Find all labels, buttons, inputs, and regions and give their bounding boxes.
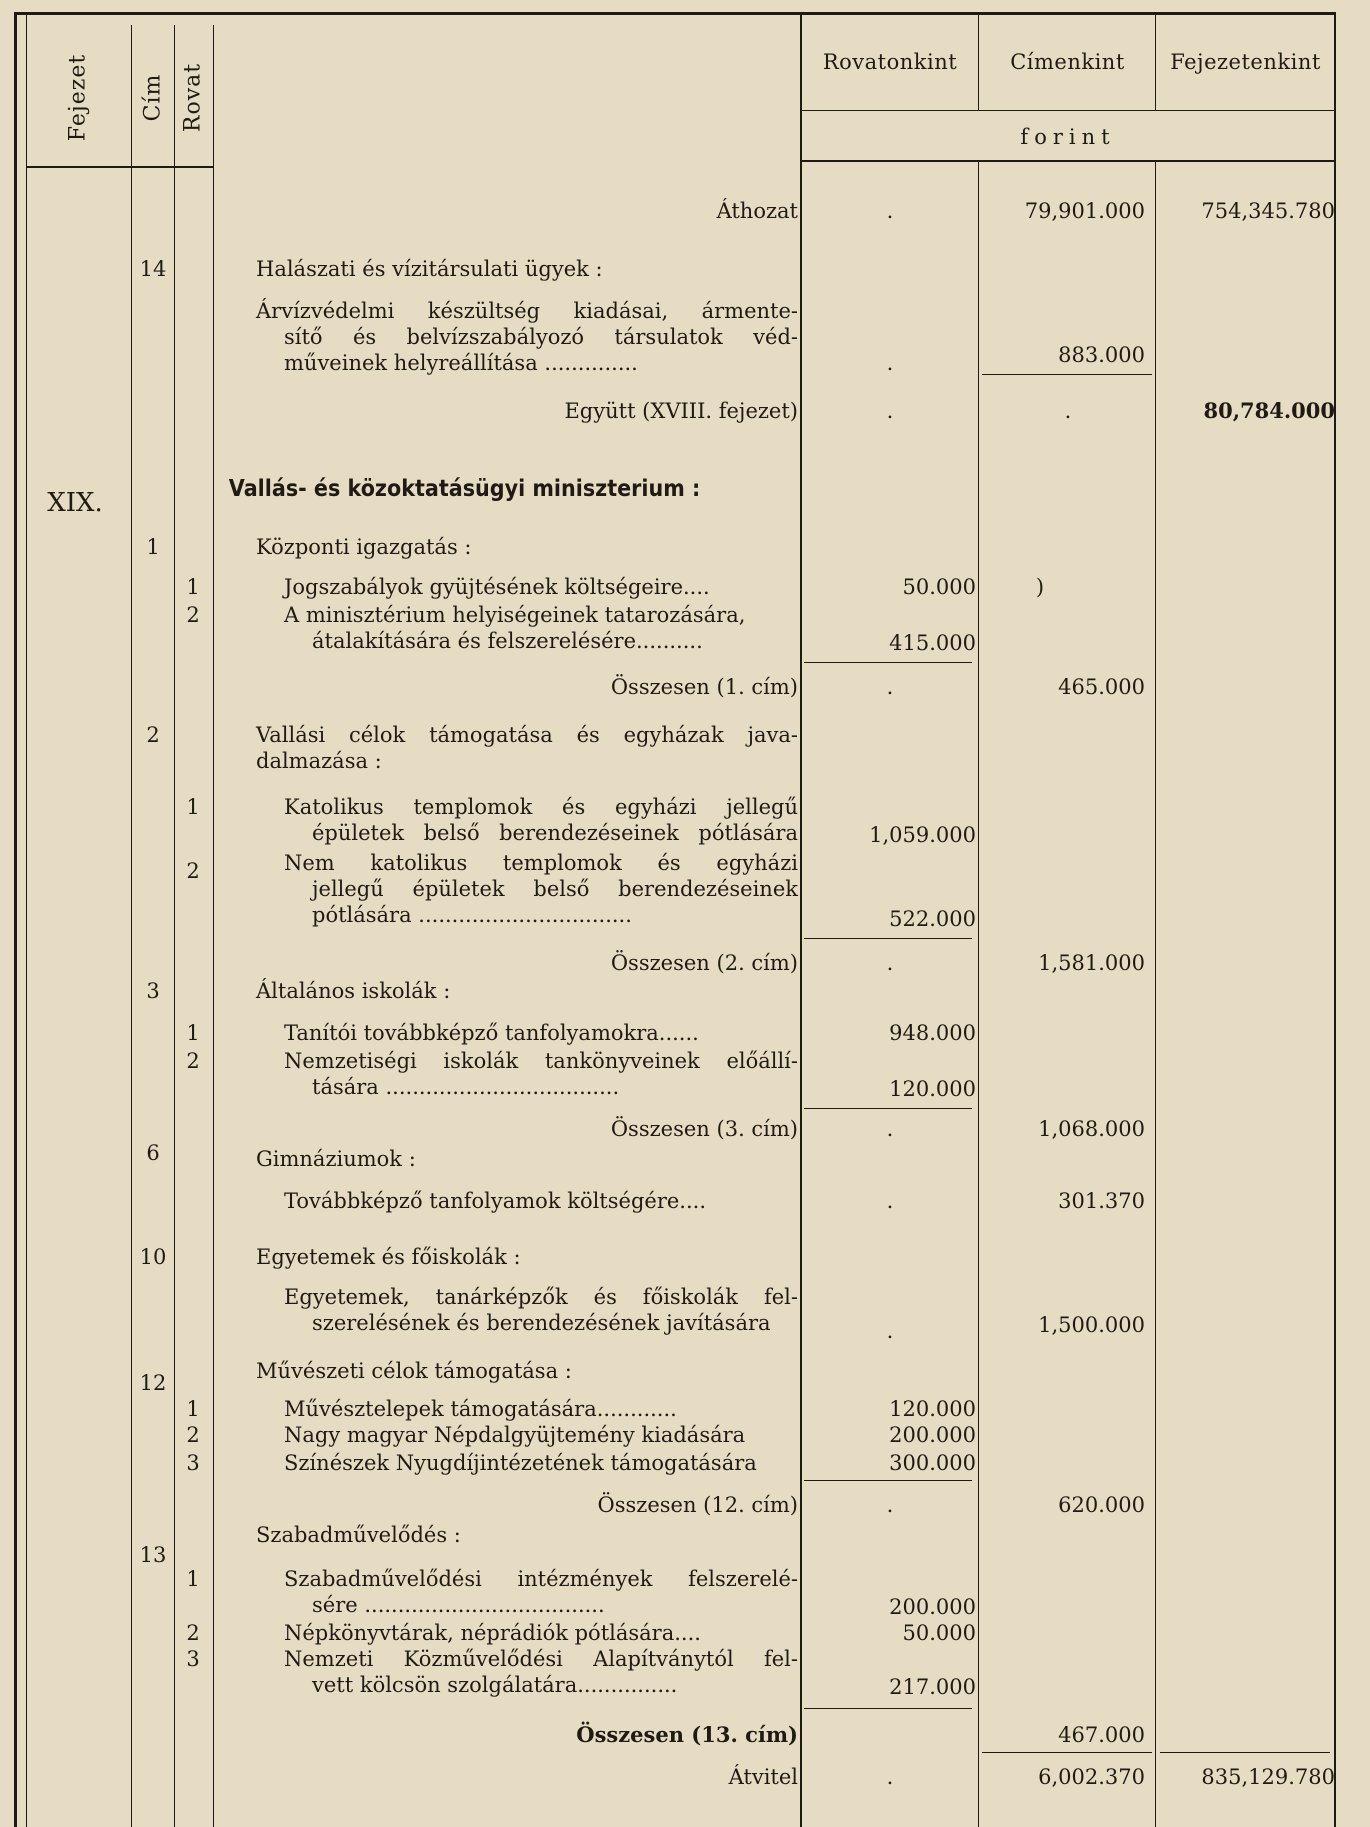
sum-cim: 1,068.000	[1038, 1117, 1145, 1141]
rovat-number: 1	[186, 1021, 200, 1045]
item-line: Katolikus templomok és egyházi jellegű	[284, 795, 798, 819]
cim-number: 6	[146, 1141, 160, 1165]
item-rov: 415.000	[889, 631, 976, 655]
atvitel-rov: .	[886, 1765, 894, 1789]
header-cim: Cím	[140, 73, 166, 122]
sum-label: Összesen (1. cím)	[610, 675, 798, 699]
rovat-number: 3	[186, 1451, 200, 1475]
cim-title: Szabadművelődés :	[256, 1523, 461, 1547]
rovat-number: 1	[186, 575, 200, 599]
rovat-number: 2	[186, 603, 200, 627]
header-rovatonkint: Rovatonkint	[822, 50, 958, 74]
item-label: Továbbképző tanfolyamok költségére....	[284, 1189, 706, 1213]
item-rov: 120.000	[889, 1397, 976, 1421]
item-cim-mark: )	[1035, 575, 1045, 599]
sum-rule	[982, 374, 1152, 375]
forint-top-rule	[800, 110, 1336, 111]
chapter-title: Vallás- és közoktatásügyi miniszterium :	[228, 476, 701, 502]
egyutt-cim: .	[1064, 399, 1072, 423]
item-line: épületek belső berendezéseinek pótlására	[312, 821, 798, 845]
rovat-number: 3	[186, 1647, 200, 1671]
sum-rule	[804, 1108, 972, 1109]
cim-title: Általános iskolák :	[256, 979, 451, 1003]
item-line: Nemzeti Közművelődési Alapítványtól fel-	[284, 1647, 798, 1671]
item-rov: 217.000	[889, 1675, 976, 1699]
cim-title: Halászati és vízitársulati ügyek :	[256, 257, 603, 281]
sum-rule	[982, 1752, 1152, 1753]
item-label: Jogszabályok gyüjtésének költségeire....	[284, 575, 710, 599]
cim-title: Művészeti célok támogatása :	[256, 1359, 572, 1383]
rovat-number: 2	[186, 859, 200, 883]
item-rov: 948.000	[889, 1021, 976, 1045]
rovat-number: 2	[186, 1621, 200, 1645]
item-cim: 883.000	[1058, 343, 1145, 367]
col-divider-fejezet	[131, 25, 132, 1827]
left-inner-border	[26, 12, 27, 1827]
item-cim: 301.370	[1058, 1189, 1145, 1213]
header-rovat: Rovat	[180, 62, 206, 133]
item-line: Árvízvédelmi készültség kiadásai, ármente-	[256, 299, 798, 323]
athozat-rov: .	[886, 199, 894, 223]
item-line: sítő és belvízszabályozó társulatok véd-	[284, 325, 798, 349]
item-label: Színészek Nyugdíjintézetének támogatására	[284, 1451, 757, 1475]
sum-rov: .	[886, 1117, 894, 1141]
item-rov: 200.000	[889, 1595, 976, 1619]
sum-rov: .	[886, 951, 894, 975]
athozat-fej: 754,345.780	[1201, 199, 1335, 223]
item-line: jellegű épületek belső berendezéseinek	[312, 877, 798, 901]
item-line: Egyetemek, tanárképzők és főiskolák fel-	[284, 1285, 798, 1309]
egyutt-rov: .	[886, 399, 894, 423]
item-line: Nemzetiségi iskolák tankönyveinek előállí-	[284, 1049, 798, 1073]
sum-cim: 465.000	[1058, 675, 1145, 699]
sum-rule	[804, 938, 972, 939]
cim-number: 2	[146, 723, 160, 747]
cim-title: Vallási célok támogatása és egyházak java-	[256, 723, 798, 747]
sum-label: Összesen (3. cím)	[610, 1117, 798, 1141]
left-border	[14, 12, 17, 1827]
item-line: vett kölcsön szolgálatára...............	[312, 1673, 678, 1697]
item-rov: .	[886, 1319, 894, 1343]
atvitel-cim: 6,002.370	[1038, 1765, 1145, 1789]
col-divider-rovat	[213, 25, 214, 1827]
item-line: A minisztérium helyiségeinek tatarozására,	[284, 603, 746, 627]
sum-cim: 467.000	[1058, 1723, 1145, 1747]
header-cimenkint: Címenkint	[1010, 50, 1125, 74]
sum-rov: .	[886, 675, 894, 699]
item-line: sére ....................................	[312, 1593, 605, 1617]
item-line: átalakítására és felszerelésére..........	[312, 629, 703, 653]
col-divider-cim	[174, 25, 175, 1827]
cim-number: 1	[146, 535, 160, 559]
cim-title: Központi igazgatás :	[256, 535, 472, 559]
item-label: Tanítói továbbképző tanfolyamokra......	[284, 1021, 699, 1045]
cim-title: Egyetemek és főiskolák :	[256, 1245, 521, 1269]
item-rov: 50.000	[902, 1621, 976, 1645]
sum-rule	[1160, 1752, 1330, 1753]
item-rov: .	[886, 351, 894, 375]
egyutt-fej: 80,784.000	[1203, 398, 1335, 423]
header-fejezetenkint: Fejezetenkint	[1170, 50, 1321, 74]
rovat-number: 2	[186, 1423, 200, 1447]
chapter-number: XIX.	[47, 488, 103, 518]
cim-number: 13	[139, 1543, 167, 1567]
atvitel-label: Átvitel	[728, 1765, 798, 1789]
item-rov: 522.000	[889, 907, 976, 931]
item-line: tására ...................................	[312, 1075, 620, 1099]
sum-label: Összesen (2. cím)	[610, 951, 798, 975]
item-cim: 1,500.000	[1038, 1313, 1145, 1337]
header-unit: forint	[1020, 125, 1116, 149]
item-rov: 200.000	[889, 1423, 976, 1447]
rovat-number: 1	[186, 1567, 200, 1591]
athozat-label: Áthozat	[716, 199, 798, 223]
sum-rule	[804, 662, 972, 663]
item-rov: 300.000	[889, 1451, 976, 1475]
cim-title: Gimnáziumok :	[256, 1147, 416, 1171]
cim-number: 3	[146, 979, 160, 1003]
table-top-border	[14, 12, 1336, 15]
item-line: szerelésének és berendezésének javítására	[312, 1311, 771, 1335]
item-line: műveinek helyreállítása ..............	[284, 351, 638, 375]
item-rov: 120.000	[889, 1077, 976, 1101]
item-line: Nem katolikus templomok és egyházi	[284, 851, 798, 875]
cim-number: 12	[139, 1371, 167, 1395]
header-fejezet: Fejezet	[65, 53, 91, 142]
item-rov: .	[886, 1189, 894, 1213]
rovat-number: 2	[186, 1049, 200, 1073]
egyutt-label: Együtt (XVIII. fejezet)	[564, 399, 798, 423]
sum-cim: 1,581.000	[1038, 951, 1145, 975]
rovat-number: 1	[186, 795, 200, 819]
col-divider-rov-head	[978, 12, 979, 110]
item-line: pótlására ................................	[312, 903, 632, 927]
cim-number: 10	[139, 1245, 167, 1269]
item-label: Népkönyvtárak, néprádiók pótlására....	[284, 1621, 701, 1645]
item-rov: 1,059.000	[869, 823, 976, 847]
cim-number: 14	[139, 257, 167, 281]
sum-rov: .	[886, 1493, 894, 1517]
item-label: Nagy magyar Népdalgyüjtemény kiadására	[284, 1423, 746, 1447]
sum-rule	[804, 1708, 972, 1709]
sum-rule	[804, 1480, 972, 1481]
item-line: Szabadművelődési intézmények felszerelé-	[284, 1567, 798, 1591]
header-bottom-right	[800, 160, 1336, 162]
atvitel-fej: 835,129.780	[1201, 1765, 1335, 1789]
sum-label: Összesen (12. cím)	[597, 1493, 798, 1517]
sum-label: Összesen (13. cím)	[576, 1722, 798, 1747]
item-label: Művésztelepek támogatására............	[284, 1397, 677, 1421]
col-divider-cim-head	[1155, 12, 1156, 110]
cim-title: dalmazása :	[256, 749, 382, 773]
rovat-number: 1	[186, 1397, 200, 1421]
right-border	[1334, 12, 1336, 1827]
athozat-cim: 79,901.000	[1024, 199, 1145, 223]
sum-cim: 620.000	[1058, 1493, 1145, 1517]
header-bottom-left	[26, 166, 214, 168]
item-rov: 50.000	[902, 575, 976, 599]
